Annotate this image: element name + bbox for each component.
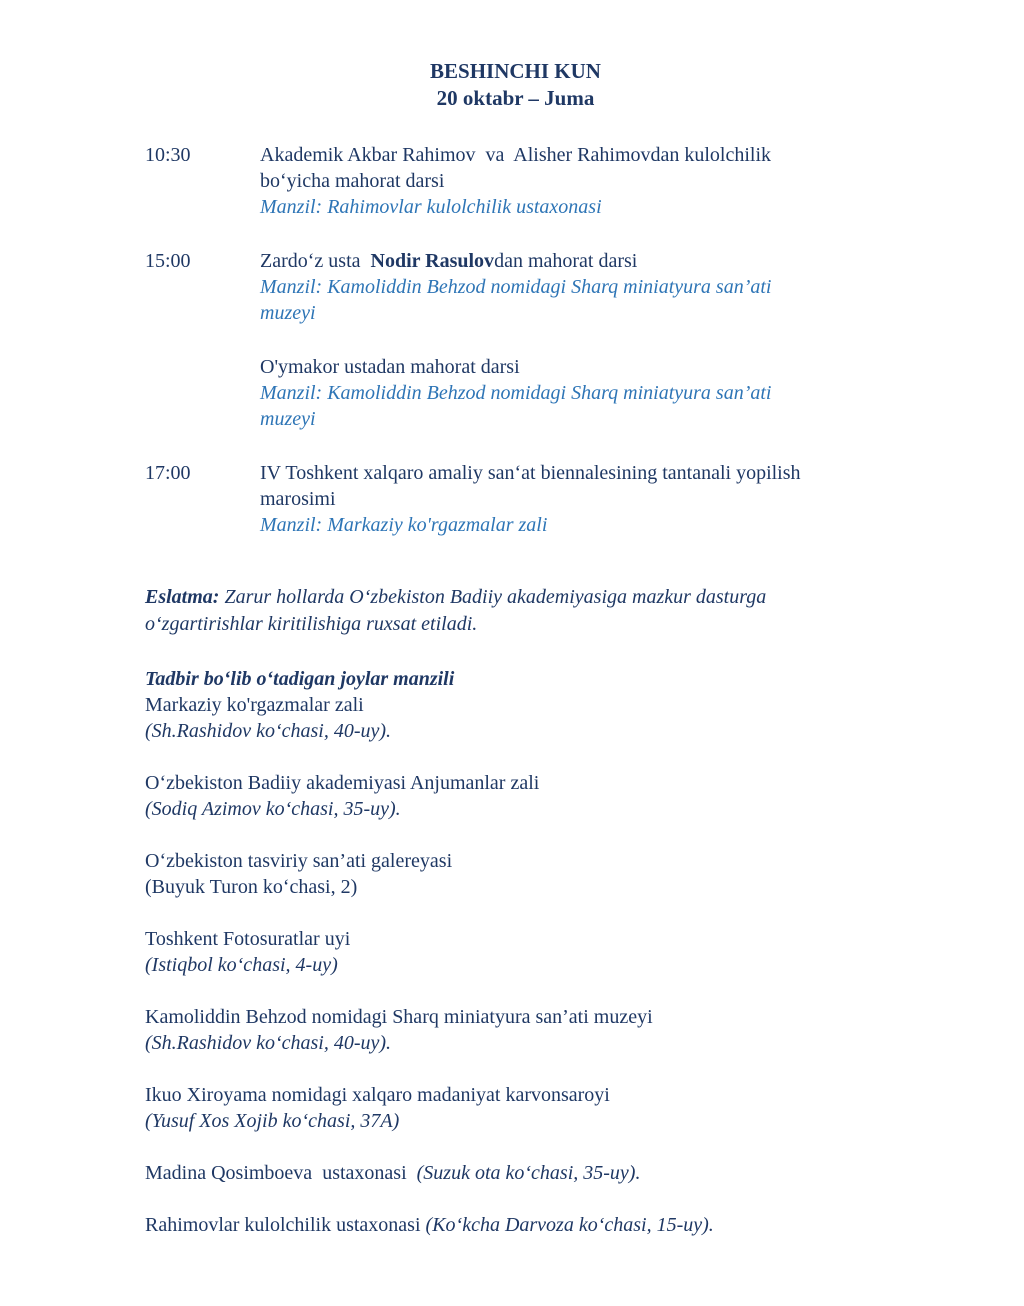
entry-body <box>260 248 886 326</box>
description-text: Zardoʻz usta <box>260 250 371 272</box>
venue-item <box>145 848 886 900</box>
venue-item <box>145 1082 886 1134</box>
schedule-entry <box>145 354 886 432</box>
venue-name: Madina Qosimboeva ustaxonasi <box>145 1162 417 1184</box>
entry-body <box>260 142 886 220</box>
manzil-line1: Manzil: Kamoliddin Behzod nomidagi Sharq miniatyura san’ati <box>260 382 772 404</box>
note-text-line2: oʻzgartirishlar kiritilishiga ruxsat etiladi. <box>145 613 478 635</box>
entry-time: 17:00 <box>145 462 191 484</box>
entry-time <box>145 354 260 432</box>
venue-address: (Sh.Rashidov koʻchasi, 40-uy). <box>145 1032 392 1054</box>
title-block <box>145 58 886 112</box>
venue-item <box>145 1160 886 1186</box>
page-date: 20 oktabr – Juma <box>436 86 595 110</box>
description-text: dan mahorat darsi <box>494 250 638 272</box>
description-text: Akademik Akbar Rahimov va Alisher Rahimovdan kulolchilik <box>260 144 772 166</box>
entry-description-line1 <box>260 354 886 380</box>
entry-description-line1 <box>260 460 886 486</box>
note-paragraph <box>145 584 886 638</box>
manzil-line1: Manzil: Markaziy ko'rgazmalar zali <box>260 514 548 536</box>
description-text: O'ymakor ustadan mahorat darsi <box>260 356 520 378</box>
note-text-line1: Zarur hollarda Oʻzbekiston Badiiy akademiyasiga mazkur dasturga <box>219 586 767 608</box>
description-text: IV Toshkent xalqaro amaliy sanʻat biennalesining tantanali yopilish <box>260 462 801 484</box>
venue-address: (Sodiq Azimov koʻchasi, 35-uy). <box>145 798 401 820</box>
venues-section <box>145 666 886 1238</box>
venue-item <box>145 1004 886 1056</box>
venue-address: (Sh.Rashidov koʻchasi, 40-uy). <box>145 720 392 742</box>
venue-item <box>145 770 886 822</box>
page-title: BESHINCHI KUN <box>430 59 601 83</box>
manzil-line2: muzeyi <box>260 302 316 324</box>
entry-body <box>260 460 886 538</box>
venues-heading: Tadbir boʻlib oʻtadigan joylar manzili <box>145 668 455 690</box>
manzil-line2: muzeyi <box>260 408 316 430</box>
venue-address: (Yusuf Xos Xojib koʻchasi, 37A) <box>145 1110 400 1132</box>
venue-address: (Suzuk ota koʻchasi, 35-uy). <box>416 1162 641 1184</box>
note-label: Eslatma: <box>145 586 220 608</box>
manzil-line1: Manzil: Kamoliddin Behzod nomidagi Sharq miniatyura san’ati <box>260 276 772 298</box>
venue-name: Kamoliddin Behzod nomidagi Sharq miniatyura san’ati muzeyi <box>145 1006 653 1028</box>
venue-address: (Istiqbol koʻchasi, 4-uy) <box>145 954 338 976</box>
person-name: Nodir Rasulov <box>370 250 495 272</box>
entry-description-line2: boʻyicha mahorat darsi <box>260 170 445 192</box>
venue-name: Oʻzbekiston Badiiy akademiyasi Anjumanlar zali <box>145 772 540 794</box>
venue-name: Markaziy ko'rgazmalar zali <box>145 694 364 716</box>
schedule-entry <box>145 248 886 326</box>
schedule-entry <box>145 460 886 538</box>
venue-item <box>145 1212 886 1238</box>
venue-name: Oʻzbekiston tasviriy san’ati galereyasi <box>145 850 453 872</box>
venue-address: (Koʻkcha Darvoza koʻchasi, 15-uy). <box>425 1214 714 1236</box>
venue-item <box>145 926 886 978</box>
venue-name: Toshkent Fotosuratlar uyi <box>145 928 351 950</box>
entry-time: 10:30 <box>145 144 191 166</box>
schedule-entry <box>145 142 886 220</box>
entry-description-line1 <box>260 142 886 168</box>
entry-description-line2: marosimi <box>260 488 336 510</box>
venue-item <box>145 692 886 744</box>
entry-body <box>260 354 886 432</box>
entry-time: 15:00 <box>145 250 191 272</box>
manzil-line1: Manzil: Rahimovlar kulolchilik ustaxonasi <box>260 196 602 218</box>
venue-name: Ikuo Xiroyama nomidagi xalqaro madaniyat karvonsaroyi <box>145 1084 610 1106</box>
venue-name: Rahimovlar kulolchilik ustaxonasi <box>145 1214 426 1236</box>
entry-description-line1 <box>260 248 886 274</box>
venue-address: (Buyuk Turon koʻchasi, 2) <box>145 876 358 898</box>
